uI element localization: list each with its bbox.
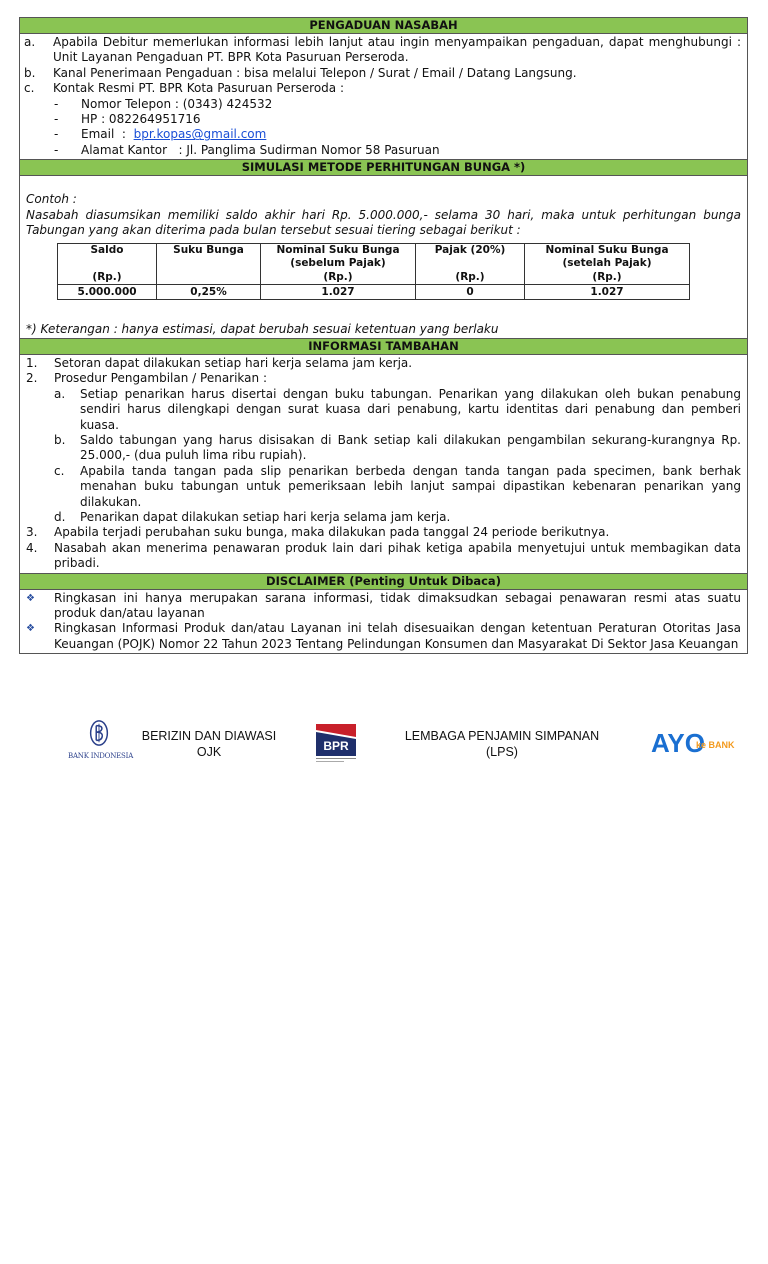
bank-indonesia-caption: BANK INDONESIA: [68, 752, 134, 760]
sub-key: a.: [54, 386, 66, 401]
th-suku-bunga: Suku Bunga: [157, 244, 261, 271]
list-item: [20, 371, 741, 386]
unit-pajak: (Rp.): [416, 270, 525, 285]
sub-key: b.: [54, 432, 66, 447]
bpr-logo: [313, 720, 359, 768]
simulasi-desc: Nasabah diasumsikan memiliki saldo akhir hari Rp. 5.000.000,- selama 30 hari, maka untuk perhitungan bunga Tabungan yang akan diterima pada bulan tersebut sesuai tiering sebagai berikut :: [26, 207, 741, 238]
sub-text: Setiap penarikan harus disertai dengan buku tabungan. Penarikan yang dilakukan oleh bukan penabung sendiri harus dilengkapi dengan surat kuasa dari penabung, kartu identitas dari penabung dan pemberi kuasa.: [80, 386, 741, 432]
lps-line1: LEMBAGA PENJAMIN SIMPANAN: [404, 729, 600, 743]
section-header-informasi: INFORMASI TAMBAHAN: [20, 338, 747, 355]
unit-suku-bunga: [157, 270, 261, 285]
email-label: Email :: [81, 127, 134, 142]
list-item: [20, 81, 741, 96]
unit-nominal-sebelum: (Rp.): [261, 270, 416, 285]
lps-line2: (LPS): [486, 745, 518, 759]
phone-text: Nomor Telepon : (0343) 424532: [81, 96, 273, 111]
list-item: [20, 66, 741, 81]
contact-hp: [20, 112, 741, 127]
table-unit-row: [58, 270, 690, 285]
pengaduan-body: [20, 34, 747, 159]
section-header-simulasi: SIMULASI METODE PERHITUNGAN BUNGA *): [20, 159, 747, 176]
diamond-bullet-icon: ❖: [26, 623, 35, 635]
sub-text: Apabila tanda tangan pada slip penarikan berbeda dengan tanda tangan pada specimen, bank berhak menahan buku tabungan untuk pemeriksaan lebih lanjut sampai dipastikan kebenaran penarikan yang dilakukan.: [80, 463, 741, 509]
diamond-bullet-icon: ❖: [26, 592, 35, 604]
unit-nominal-setelah: (Rp.): [525, 270, 690, 285]
cell-nominal-setelah: 1.027: [525, 285, 690, 300]
list-text: Nasabah akan menerima penawaran produk lain dari pihak ketiga apabila menyetujui untuk membagikan data pribadi.: [54, 540, 741, 571]
cell-saldo: 5.000.000: [58, 285, 157, 300]
sub-list-item: [20, 387, 741, 433]
list-text: Apabila Debitur memerlukan informasi lebih lanjut atau ingin menyampaikan pengaduan, dapat menghubungi : Unit Layanan Pengaduan PT. BPR Kota Pasuruan Perseroda.: [53, 35, 741, 65]
ayo-mark-text: AYO: [651, 728, 705, 758]
simulasi-body: [20, 176, 747, 300]
list-text: Setoran dapat dilakukan setiap hari kerja selama jam kerja.: [54, 355, 413, 370]
disclaimer-body: [20, 590, 747, 654]
list-text: Ringkasan Informasi Produk dan/atau Layanan ini telah disesuaikan dengan ketentuan Peraturan Otoritas Jasa Keuangan (POJK) Nomor 22 Tahun 2023 Tentang Pelindungan Konsumen dan Masyarakat Di Sektor Jasa Keuangan: [54, 621, 741, 651]
list-key: 3.: [26, 525, 38, 540]
th-nominal-sebelum: Nominal Suku Bunga (sebelum Pajak): [261, 244, 416, 271]
lps-text: [396, 728, 608, 760]
ojk-text: [140, 728, 278, 760]
cell-suku-bunga: 0,25%: [157, 285, 261, 300]
contact-email: [20, 127, 741, 142]
th-pajak: Pajak (20%): [416, 244, 525, 271]
list-text: Prosedur Pengambilan / Penarikan :: [54, 371, 267, 386]
dash: -: [54, 127, 59, 142]
list-key: 1.: [26, 355, 38, 370]
dash: -: [54, 96, 59, 111]
bank-indonesia-emblem-icon: [89, 720, 109, 746]
list-text: Kanal Penerimaan Pengaduan : bisa melalui Telepon / Surat / Email / Datang Langsung.: [53, 65, 577, 80]
bpr-mark-text: BPR: [323, 739, 349, 753]
sub-list-item: [20, 433, 741, 464]
cell-pajak: 0: [416, 285, 525, 300]
table-header-row: [58, 244, 690, 271]
ojk-line1: BERIZIN DAN DIAWASI: [141, 729, 277, 743]
list-text: Ringkasan ini hanya merupakan sarana informasi, tidak dimaksudkan sebagai penawaran resmi atas suatu produk dan/atau layanan: [54, 590, 741, 620]
simulation-table: [57, 243, 690, 300]
ojk-line2: OJK: [196, 745, 222, 759]
contact-address: [20, 143, 741, 158]
sub-key: c.: [54, 463, 65, 478]
th-saldo: Saldo: [58, 244, 157, 271]
list-key: a.: [24, 35, 36, 49]
section-header-disclaimer: DISCLAIMER (Penting Untuk Dibaca): [20, 573, 747, 590]
list-key: b.: [24, 65, 36, 80]
list-item: [20, 525, 741, 540]
sub-list-item: [20, 464, 741, 510]
ayo-ke-bank-logo: [650, 724, 735, 760]
informasi-body: [20, 355, 747, 573]
section-header-pengaduan: PENGADUAN NASABAH: [20, 18, 747, 34]
list-key: 2.: [26, 371, 38, 386]
list-text: Apabila terjadi perubahan suku bunga, maka dilakukan pada tanggal 24 periode berikutnya.: [54, 525, 610, 540]
list-item: [20, 35, 741, 66]
hp-text: HP : 082264951716: [81, 112, 201, 127]
dash: -: [54, 112, 59, 127]
cell-nominal-sebelum: 1.027: [261, 285, 416, 300]
list-text: Kontak Resmi PT. BPR Kota Pasuruan Perseroda :: [53, 81, 345, 96]
sub-text: Saldo tabungan yang harus disisakan di Bank setiap kali dilakukan pengambilan sekurang-kurangnya Rp. 25.000,- (dua puluh lima ribu rupiah).: [80, 432, 741, 463]
address-text: Alamat Kantor : Jl. Panglima Sudirman Nomor 58 Pasuruan: [81, 142, 440, 157]
th-nominal-setelah: Nominal Suku Bunga (setelah Pajak): [525, 244, 690, 271]
unit-saldo: (Rp.): [58, 270, 157, 285]
simulasi-note: *) Keterangan : hanya estimasi, dapat berubah sesuai ketentuan yang berlaku: [26, 322, 499, 337]
list-key: 4.: [26, 540, 38, 555]
ayo-sub-text: ke BANK: [696, 740, 735, 750]
sub-key: d.: [54, 509, 66, 524]
table-row: [58, 285, 690, 300]
product-info-sheet: [19, 17, 748, 654]
dash: -: [54, 142, 59, 157]
list-item: [20, 356, 741, 371]
list-item: [20, 591, 741, 622]
footer-logos: [0, 712, 768, 782]
contoh-label: Contoh :: [26, 192, 77, 207]
bank-indonesia-logo: [68, 720, 134, 760]
contact-phone: [20, 97, 741, 112]
sub-text: Penarikan dapat dilakukan setiap hari kerja selama jam kerja.: [80, 509, 451, 524]
list-item: [20, 621, 741, 652]
list-item: [20, 541, 741, 572]
sub-list-item: [20, 510, 741, 525]
email-link[interactable]: bpr.kopas@gmail.com: [133, 127, 267, 142]
list-key: c.: [24, 81, 35, 96]
